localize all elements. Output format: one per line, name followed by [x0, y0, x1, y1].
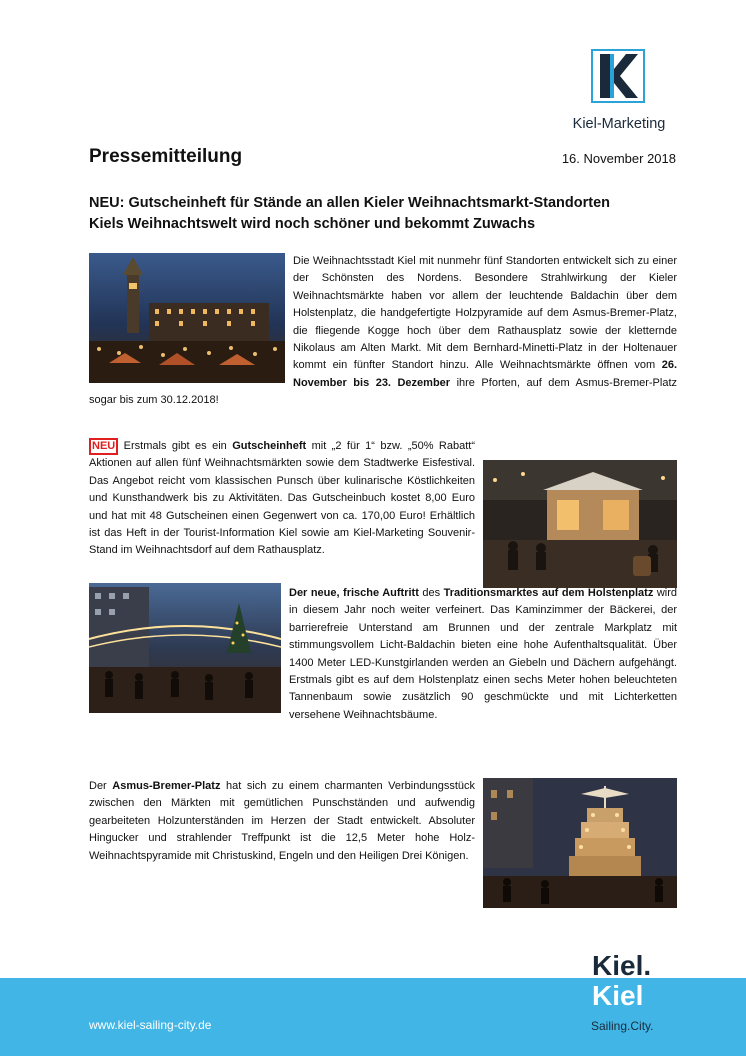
release-date: 16. November 2018: [561, 151, 676, 166]
kiel-sailing-city-logo: [588, 949, 678, 1009]
photo-christmas-pyramid: [483, 778, 677, 908]
page-title: Pressemitteilung: [89, 146, 243, 167]
holstenplatz-text-b: wird in diesem Jahr noch weiter verfeinert. Das Kaminzimmer der Bäckerei, der barrierefreie Unterstand am Brunnen und der zentrale Markplatz mit stimmungsvollem Licht-Baldachin bieten eine hohe Aufenthaltsqualität. Über 1400 Meter LED-Kunstgirlanden werden an Giebeln und Dächern aufgehängt. Erstmals gibt es auf dem Holstenplatz einen sechs Meter hohen beleuchteten Tannenbaum sowie zusätzlich 90 geschmückte und mit Lichterketten versehene Weihnachtsbäume.: [289, 587, 677, 721]
section-voucher: [89, 438, 677, 592]
asmus-bold: Asmus-Bremer-Platz: [112, 780, 221, 792]
logo-text: Kiel-Marketing: [572, 116, 666, 132]
photo-market-hut: [483, 460, 677, 588]
asmus-text-a: Der: [89, 780, 113, 792]
headline-line-1: NEU: Gutscheinheft für Stände an allen Kieler Weihnachtsmarkt-Standorten: [89, 195, 611, 211]
svg-text:Kiel: Kiel: [592, 980, 644, 1009]
voucher-bold: Gutscheinheft: [232, 440, 307, 452]
section-intro: [89, 253, 677, 410]
kiel-marketing-logo: [590, 48, 646, 104]
voucher-text-a: Erstmals gibt es ein: [118, 440, 233, 452]
new-badge: NEU: [89, 438, 118, 455]
section-asmus-bremer-platz: [89, 778, 677, 912]
holstenplatz-bold-b: Traditionsmarktes auf dem Holstenplatz: [443, 587, 654, 599]
footer-url[interactable]: www.kiel-sailing-city.de: [89, 1018, 212, 1032]
footer-tagline: Sailing.City.: [591, 1019, 654, 1033]
voucher-text-b: mit „2 für 1“ bzw. „50% Rabatt“ Aktionen auf allen fünf Weihnachtsmärkten sowie dem Stadtwerke Eisfestival. Das Angebot reicht vom klassischen Punsch über kulinarische Köstlichkeiten und Kunsthandwerk bis zu Aktivitäten. Das Gutscheinbuch kostet 8,00 Euro und hat mit 48 Gutscheinen einen Gegenwert von ca. 170,00 Euro! Erhältlich ist das Heft in der Tourist-Information Kiel sowie am Kiel-Marketing Souvenir-Stand im Weihnachtsdorf auf dem Rathausplatz.: [89, 440, 475, 557]
intro-text-b: ihre Pforten, auf dem Asmus-Bremer-Platz sogar bis zum 30.12.2018!: [89, 376, 678, 407]
intro-dates: 26. November bis 23. Dezember: [293, 359, 677, 389]
holstenplatz-bold-a: Der neue, frische Auftritt: [289, 587, 419, 599]
asmus-text-b: hat sich zu einem charmanten Verbindungsstück zwischen den Märkten mit gemütlichen Punschständen und aufwendig gearbeiteten Holzunterständen im Herzen der Stadt entwickelt. Absoluter Hingucker und strahlender Treffpunkt ist die 12,5 Meter hohe Holz-Weihnachtspyramide mit Christuskind, Engeln und den Heiligen Drei Königen.: [89, 780, 475, 862]
headline-line-2: Kiels Weihnachtswelt wird noch schöner und bekommt Zuwachs: [89, 216, 536, 232]
headline: [89, 193, 689, 235]
photo-town-hall-night: [89, 253, 285, 383]
photo-holstenplatz-market: [89, 583, 281, 713]
holstenplatz-text-a: des: [418, 587, 444, 599]
intro-text-a: Die Weihnachtsstadt Kiel mit nunmehr fünf Standorten entwickelt sich zu einer der Schönsten des Nordens. Besondere Strahlwirkung der Kieler Weihnachtsmärkte haben vor allem der leuchtende Baldachin über dem Holstenplatz, die handgefertigte Holzpyramide auf dem Asmus-Bremer-Platz, die fliegende Kogge hoch über dem Rathausplatz sowie der kletternde Nikolaus am Alten Markt. Mit dem Bernhard-Minetti-Platz in der Holtenauer kommt ein fünfter Standort hinzu. Alle Weihnachtsmärkte öffnen vom: [293, 255, 677, 372]
svg-text:Kiel.: Kiel.: [592, 950, 652, 981]
section-holstenplatz: [89, 583, 677, 724]
